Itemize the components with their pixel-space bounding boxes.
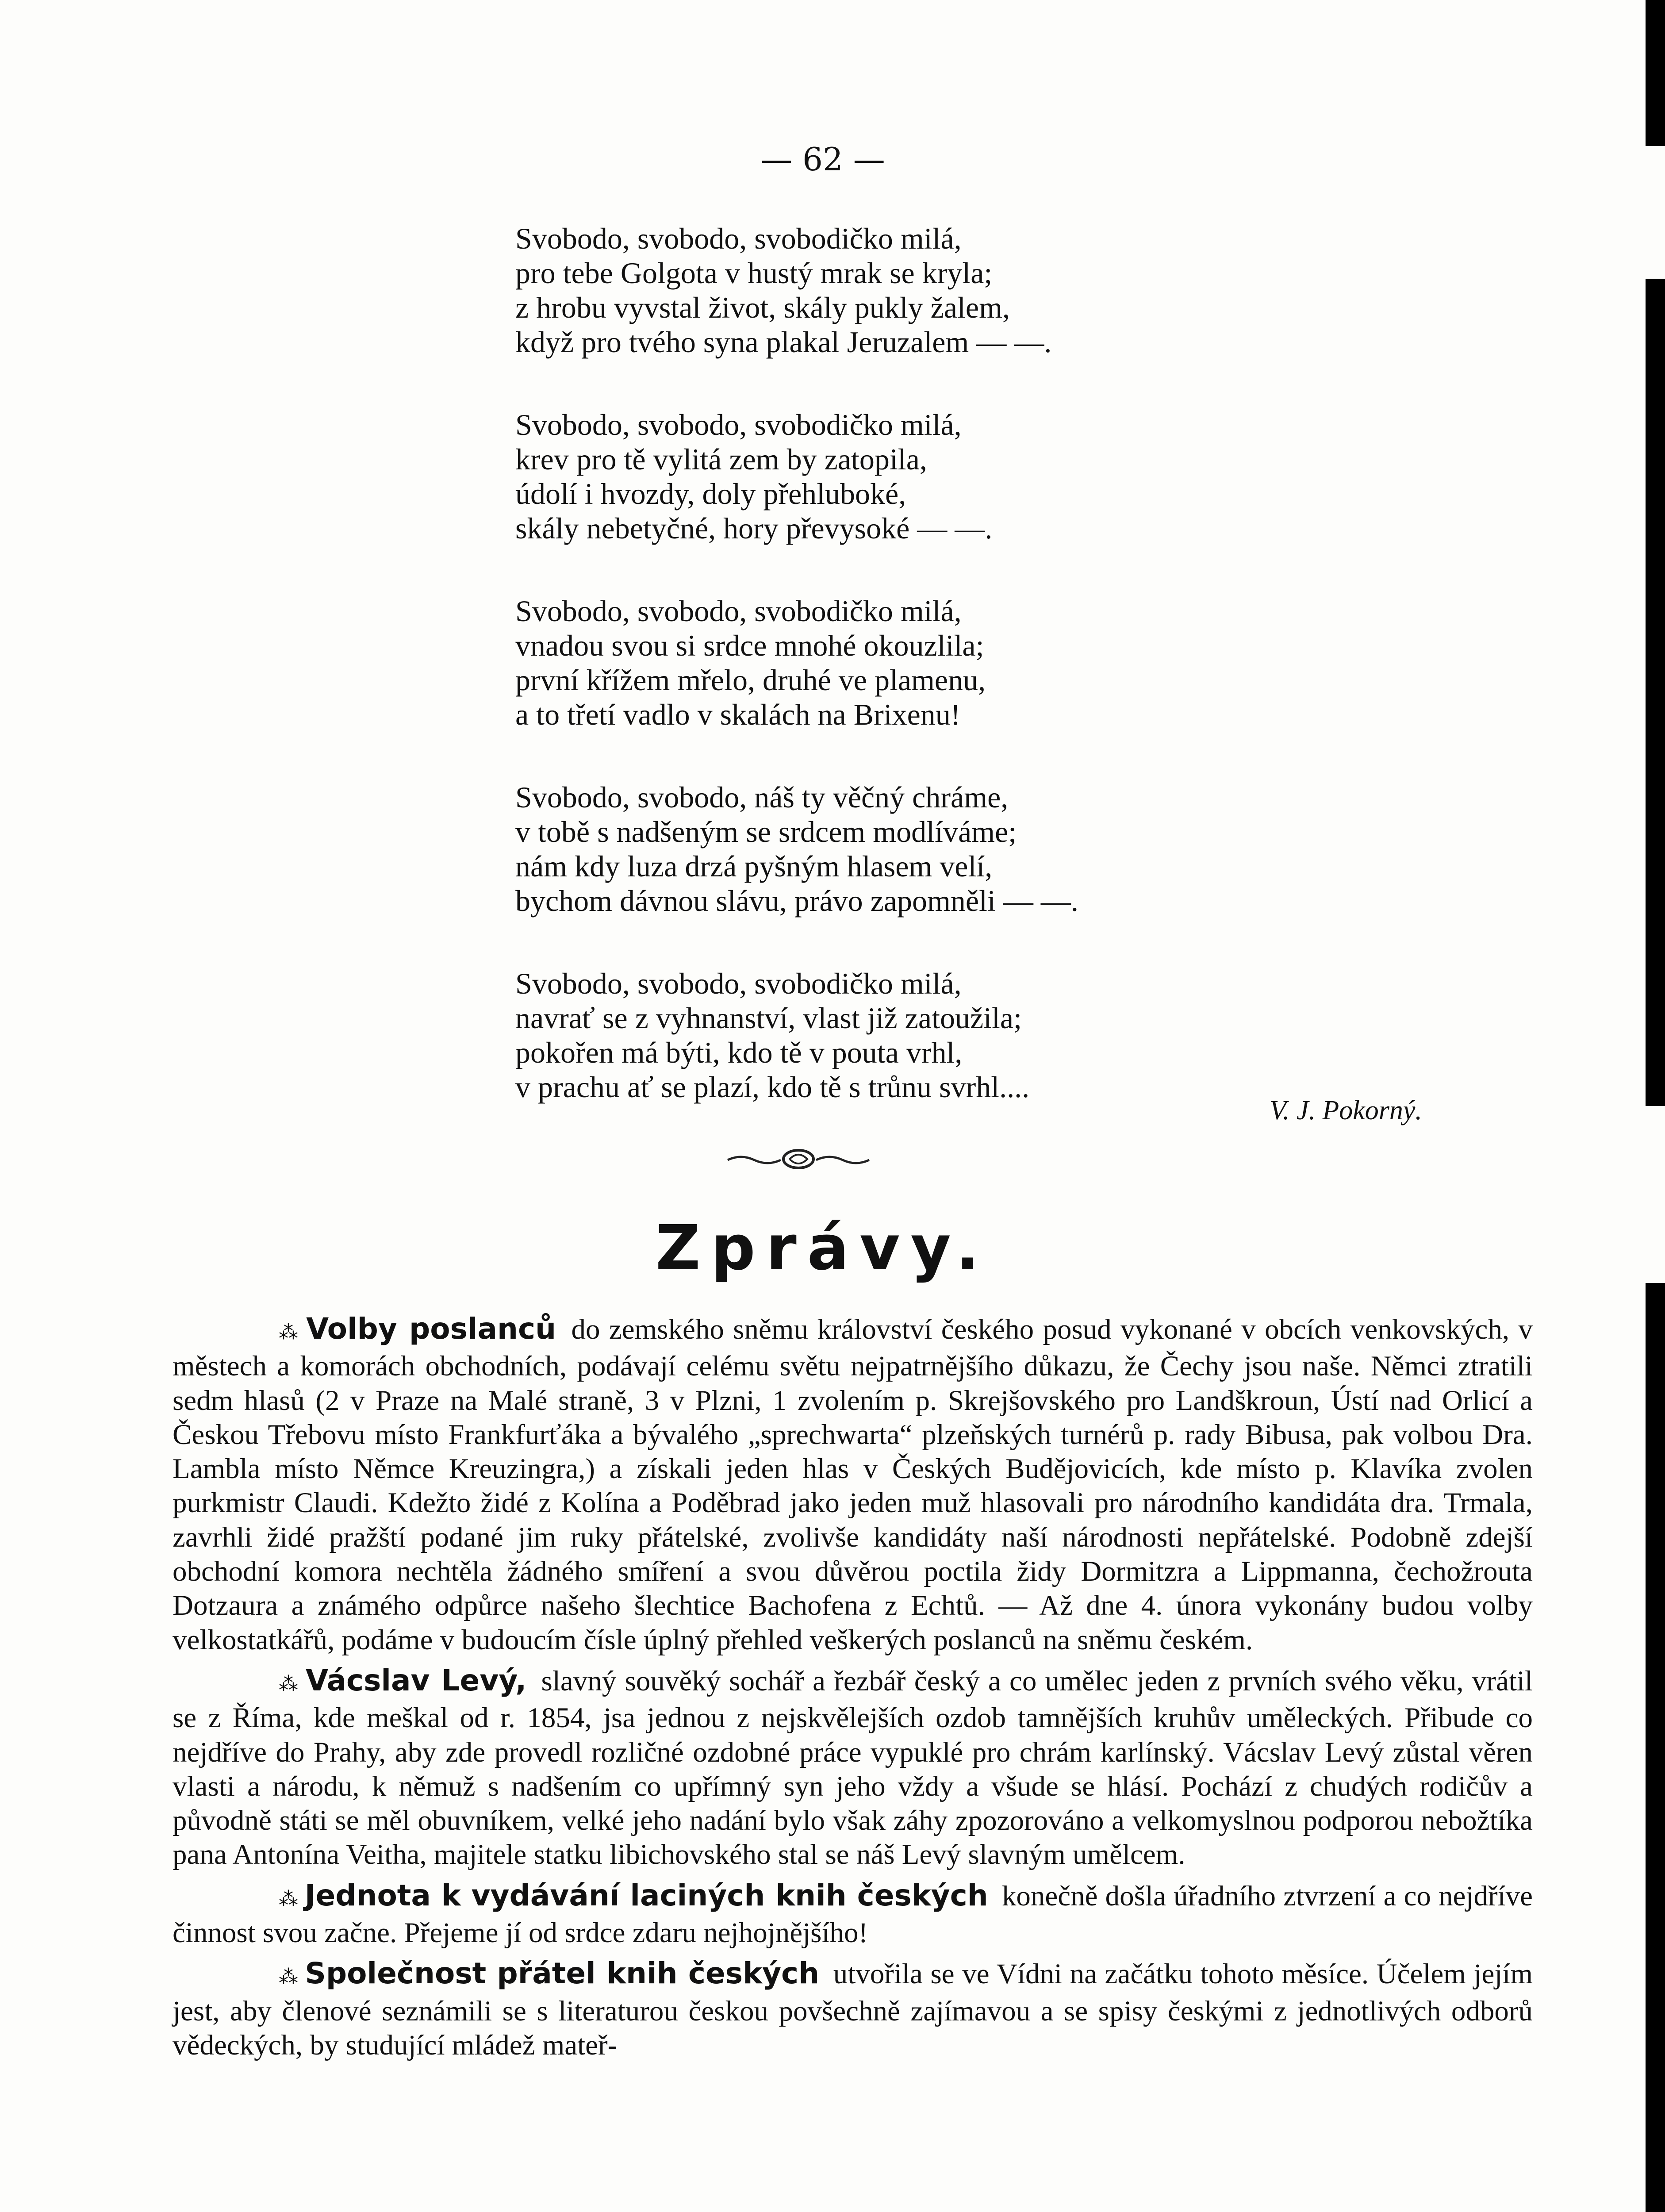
asterism-icon: ⁂ (279, 1321, 299, 1344)
poem-line: Svobodo, svobodo, svobodičko milá, (515, 594, 962, 628)
poem-line: nám kdy luza drzá pyšným hlasem velí, (515, 849, 993, 883)
asterism-icon: ⁂ (279, 1672, 298, 1695)
poem-line: a to třetí vadlo v skalách na Brixenu! (515, 698, 961, 731)
news-section (173, 1312, 1533, 2069)
poem-line: údolí i hvozdy, doly přehluboké, (515, 477, 906, 511)
poem-line: první křížem mřelo, druhé ve plamenu, (515, 663, 986, 697)
section-heading: Zprávy. (655, 1212, 990, 1284)
ornament-divider-icon (723, 1146, 874, 1172)
poem-stanza (515, 221, 1533, 359)
poem-stanza (515, 594, 1533, 732)
page-number: — 62 — (760, 141, 885, 178)
news-text: slavný souvěký sochář a řezbář český a co umělec jeden z prvních svého věku, vrátil se z Říma, kde meškal od r. 1854, jsa jednou z nejskvělejších ozdob tamnějších kruhův uměleckých. Přibude co nejdříve do Prahy, aby zde provedl rozličné ozdobné práce vypuklé pro chrám karlínský. Vácslav Levý zůstal věren vlasti a národu, k němuž s nadšením co upřímný syn jeho vždy a všude se hlásí. Pochází z chudých rodičův a původně státi se měl obuvníkem, velké jeho nadání bylo však záhy zpozorováno a velkomyslnou podporou nebožtíka pana Antonína Veitha, majitele statku libichovského stal se náš Levý slavným umělcem. (173, 1665, 1533, 1871)
news-item (173, 1663, 1533, 1872)
news-headline: Jednota k vydávání laciných knih českých (304, 1878, 988, 1912)
news-text: utvořila se ve Vídni na začátku tohoto měsíce. Účelem jejím jest, aby členové seznámili se s literaturou českou povšechně zajímavou a se spisy českými z jednotlivých odborů vědeckých, by studující mládež mateř- (173, 1958, 1533, 2061)
poem-line: skály nebetyčné, hory převysoké — —. (515, 511, 993, 545)
poem-line: Svobodo, svobodo, svobodičko milá, (515, 408, 962, 442)
poem-line: krev pro tě vylitá zem by zatopila, (515, 442, 927, 476)
poem-line: když pro tvého syna plakal Jeruzalem — —. (515, 325, 1052, 359)
poem-line: z hrobu vyvstal život, skály pukly žalem, (515, 291, 1010, 324)
poem-line: pokořen má býti, kdo tě v pouta vrhl, (515, 1036, 963, 1069)
poem-author: V. J. Pokorný. (1270, 1095, 1422, 1125)
poem-line: bychom dávnou slávu, právo zapomněli — —. (515, 884, 1078, 918)
poem-line: Svobodo, svobodo, náš ty věčný chráme, (515, 780, 1009, 814)
poem-line: vnadou svou si srdce mnohé okouzlila; (515, 629, 984, 662)
news-item (173, 1956, 1533, 2062)
news-headline: Volby poslanců (306, 1312, 556, 1346)
news-item (173, 1312, 1533, 1657)
news-text: konečně došla úřadního ztvrzení a co nejdříve činnost svou začne. Přejeme jí od srdce zdaru nejhojnějšího! (173, 1880, 1533, 1949)
poem-line: Svobodo, svobodo, svobodičko milá, (515, 967, 962, 1000)
poem-stanza (515, 966, 1533, 1104)
news-headline: Vácslav Levý, (305, 1663, 527, 1697)
binding-edge-mark (1646, 1106, 1665, 1283)
poem-stanza (515, 780, 1533, 918)
poem-line: Svobodo, svobodo, svobodičko milá, (515, 222, 962, 255)
asterism-icon: ⁂ (279, 1887, 297, 1910)
news-item (173, 1878, 1533, 1951)
poem-stanza (515, 407, 1533, 545)
binding-edge-mark (1646, 146, 1665, 279)
news-text: do zemského sněmu království českého posud vykonané v obcích venkovských, v městech a komorách obchodních, podávají celému světu nejpatrnějšího důkazu, že Čechy jsou naše. Němci ztratili sedm hlasů (2 v Praze na Malé straně, 3 v Plzni, 1 zvolením p. Skrejšovského pro Landškroun, Ústí nad Orlicí a Českou Třebovu místo Frankfurťáka a bývalého „sprechwarta“ plzeňských turnérů p. rady Bibusa, pak volbou Dra. Lambla místo Němce Kreuzingra,) a získali jeden hlas v Českých Budějovicích, kde místo p. Klavíka zvolen purkmistr Claudi. Kdežto židé z Kolína a Poděbrad jako jeden muž hlasovali pro národního kandidáta dra. Trmala, zavrhli židé pražští podané jim ruky přátelské, zvolivše kandidáty naší národnosti nepřátelské. Podobně zdejší obchodní komora nechtěla žádného smíření a svou důvěrou poctila židy Dormitzra a Lippmanna, čechožrouta Dotzaura a známého odpůrce našeho šlechtice Bachofena z Echtů. — Až dne 4. února vykonány budou volby velkostatkářů, podáme v budoucím čísle úplný přehled veškerých poslanců na sněmu českém. (173, 1313, 1533, 1656)
poem-line: navrať se z vyhnanství, vlast již zatoužila; (515, 1001, 1022, 1035)
poem (515, 221, 1533, 1152)
news-headline: Společnost přátel knih českých (305, 1956, 820, 1991)
asterism-icon: ⁂ (279, 1966, 297, 1989)
poem-line: v prachu ať se plazí, kdo tě s trůnu svrhl.... (515, 1070, 1030, 1104)
poem-line: pro tebe Golgota v hustý mrak se kryla; (515, 256, 993, 290)
poem-line: v tobě s nadšeným se srdcem modlíváme; (515, 815, 1017, 849)
